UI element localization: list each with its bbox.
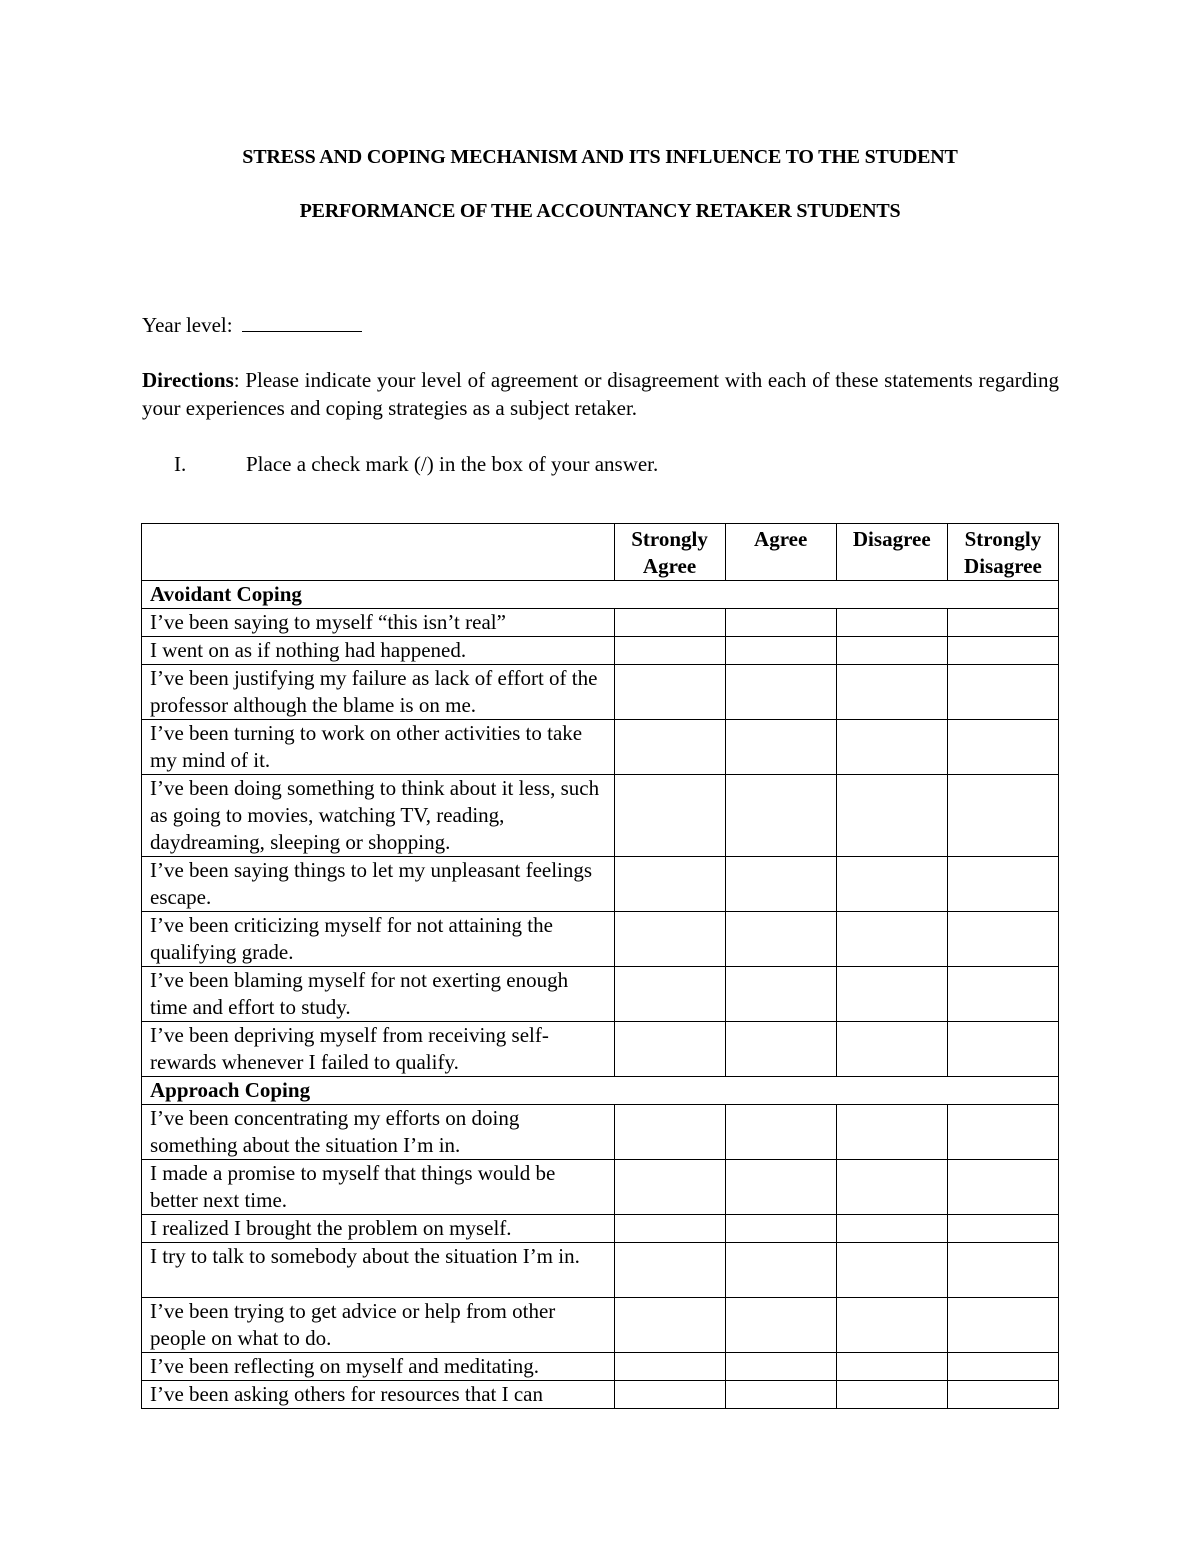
year-level-field	[142, 313, 362, 338]
checkbox-strongly-disagree[interactable]	[947, 1022, 1058, 1077]
header-agree: Agree	[725, 524, 836, 581]
checkbox-disagree[interactable]	[836, 1353, 947, 1381]
table-row	[142, 1298, 1059, 1353]
checkbox-agree[interactable]	[725, 720, 836, 775]
statement-cell: I made a promise to myself that things would be better next time.	[142, 1160, 615, 1215]
checkbox-strongly-agree[interactable]	[614, 637, 725, 665]
year-level-label: Year level:	[142, 313, 233, 337]
checkbox-agree[interactable]	[725, 912, 836, 967]
statement-cell: I try to talk to somebody about the situation I’m in.	[142, 1243, 615, 1298]
statement-cell: I’ve been saying to myself “this isn’t real”	[142, 609, 615, 637]
checkbox-strongly-agree[interactable]	[614, 720, 725, 775]
checkbox-strongly-agree[interactable]	[614, 1160, 725, 1215]
checkbox-disagree[interactable]	[836, 665, 947, 720]
checkbox-strongly-disagree[interactable]	[947, 1105, 1058, 1160]
statement-cell: I’ve been trying to get advice or help from other people on what to do.	[142, 1298, 615, 1353]
checkbox-strongly-agree[interactable]	[614, 665, 725, 720]
statement-cell: I’ve been depriving myself from receiving self-rewards whenever I failed to qualify.	[142, 1022, 615, 1077]
checkbox-strongly-agree[interactable]	[614, 775, 725, 857]
statement-cell: I went on as if nothing had happened.	[142, 637, 615, 665]
header-strongly-agree: Strongly Agree	[614, 524, 725, 581]
table-row	[142, 912, 1059, 967]
statement-cell: I’ve been doing something to think about it less, such as going to movies, watching TV, reading, daydreaming, sleeping or shopping.	[142, 775, 615, 857]
checkbox-strongly-agree[interactable]	[614, 1022, 725, 1077]
checkbox-strongly-agree[interactable]	[614, 1105, 725, 1160]
checkbox-agree[interactable]	[725, 1298, 836, 1353]
checkbox-disagree[interactable]	[836, 1381, 947, 1409]
checkbox-agree[interactable]	[725, 967, 836, 1022]
table-row	[142, 775, 1059, 857]
table-row	[142, 857, 1059, 912]
checkbox-disagree[interactable]	[836, 1105, 947, 1160]
checkbox-strongly-disagree[interactable]	[947, 1353, 1058, 1381]
statement-cell: I’ve been criticizing myself for not attaining the qualifying grade.	[142, 912, 615, 967]
checkbox-agree[interactable]	[725, 1105, 836, 1160]
checkbox-agree[interactable]	[725, 1215, 836, 1243]
table-row	[142, 665, 1059, 720]
checkbox-strongly-disagree[interactable]	[947, 967, 1058, 1022]
checkbox-strongly-agree[interactable]	[614, 857, 725, 912]
checkbox-strongly-disagree[interactable]	[947, 665, 1058, 720]
checkbox-agree[interactable]	[725, 665, 836, 720]
checkbox-strongly-disagree[interactable]	[947, 912, 1058, 967]
checkbox-agree[interactable]	[725, 609, 836, 637]
checkbox-strongly-agree[interactable]	[614, 609, 725, 637]
header-statement	[142, 524, 615, 581]
checkbox-strongly-disagree[interactable]	[947, 609, 1058, 637]
table-row	[142, 1105, 1059, 1160]
statement-cell: I’ve been concentrating my efforts on doing something about the situation I’m in.	[142, 1105, 615, 1160]
checkbox-agree[interactable]	[725, 1353, 836, 1381]
table-row	[142, 1215, 1059, 1243]
statement-cell: I’ve been turning to work on other activities to take my mind of it.	[142, 720, 615, 775]
checkbox-disagree[interactable]	[836, 857, 947, 912]
table-row	[142, 1160, 1059, 1215]
directions-label: Directions	[142, 368, 234, 392]
document-title-line-1: STRESS AND COPING MECHANISM AND ITS INFLUENCE TO THE STUDENT	[242, 146, 958, 168]
survey-table-body	[142, 581, 1059, 1409]
checkbox-strongly-disagree[interactable]	[947, 720, 1058, 775]
statement-cell: I’ve been blaming myself for not exerting enough time and effort to study.	[142, 967, 615, 1022]
checkbox-strongly-disagree[interactable]	[947, 1215, 1058, 1243]
checkbox-disagree[interactable]	[836, 775, 947, 857]
table-row	[142, 1243, 1059, 1298]
directions-paragraph	[142, 366, 1059, 422]
section-row	[142, 581, 1059, 609]
section-title: Approach Coping	[142, 1077, 1059, 1105]
instruction-number: I.	[174, 452, 187, 476]
header-disagree: Disagree	[836, 524, 947, 581]
checkbox-agree[interactable]	[725, 857, 836, 912]
statement-cell: I’ve been saying things to let my unpleasant feelings escape.	[142, 857, 615, 912]
directions-text: : Please indicate your level of agreement or disagreement with each of these statements regarding your experiences and coping strategies as a subject retaker.	[142, 368, 1059, 420]
checkbox-strongly-disagree[interactable]	[947, 1243, 1058, 1298]
checkbox-agree[interactable]	[725, 1381, 836, 1409]
table-row	[142, 1381, 1059, 1409]
checkbox-disagree[interactable]	[836, 1215, 947, 1243]
checkbox-agree[interactable]	[725, 637, 836, 665]
checkbox-agree[interactable]	[725, 1160, 836, 1215]
checkbox-disagree[interactable]	[836, 1022, 947, 1077]
checkbox-agree[interactable]	[725, 1243, 836, 1298]
statement-cell: I’ve been asking others for resources that I can	[142, 1381, 615, 1409]
statement-cell: I’ve been reflecting on myself and meditating.	[142, 1353, 615, 1381]
checkbox-disagree[interactable]	[836, 912, 947, 967]
checkbox-agree[interactable]	[725, 1022, 836, 1077]
table-row	[142, 609, 1059, 637]
checkbox-strongly-agree[interactable]	[614, 1215, 725, 1243]
table-header-row	[142, 524, 1059, 581]
checkbox-strongly-agree[interactable]	[614, 1298, 725, 1353]
checkbox-strongly-disagree[interactable]	[947, 1298, 1058, 1353]
section-title: Avoidant Coping	[142, 581, 1059, 609]
table-row	[142, 967, 1059, 1022]
year-level-blank[interactable]	[242, 315, 362, 332]
checkbox-disagree[interactable]	[836, 1243, 947, 1298]
checkbox-strongly-agree[interactable]	[614, 1243, 725, 1298]
checkbox-disagree[interactable]	[836, 609, 947, 637]
survey-table	[141, 523, 1059, 1409]
instruction-text: Place a check mark (/) in the box of your answer.	[246, 452, 659, 476]
checkbox-disagree[interactable]	[836, 720, 947, 775]
checkbox-disagree[interactable]	[836, 967, 947, 1022]
checkbox-strongly-disagree[interactable]	[947, 775, 1058, 857]
checkbox-disagree[interactable]	[836, 637, 947, 665]
header-strongly-disagree: Strongly Disagree	[947, 524, 1058, 581]
table-row	[142, 720, 1059, 775]
checkbox-strongly-agree[interactable]	[614, 1381, 725, 1409]
checkbox-disagree[interactable]	[836, 1298, 947, 1353]
checkbox-strongly-disagree[interactable]	[947, 1381, 1058, 1409]
checkbox-strongly-agree[interactable]	[614, 912, 725, 967]
table-row	[142, 1022, 1059, 1077]
checkbox-strongly-agree[interactable]	[614, 1353, 725, 1381]
statement-cell: I’ve been justifying my failure as lack of effort of the professor although the blame is on me.	[142, 665, 615, 720]
checkbox-strongly-disagree[interactable]	[947, 1160, 1058, 1215]
document-title-line-2: PERFORMANCE OF THE ACCOUNTANCY RETAKER STUDENTS	[299, 200, 901, 222]
table-row	[142, 1353, 1059, 1381]
table-row	[142, 637, 1059, 665]
checkbox-agree[interactable]	[725, 775, 836, 857]
statement-cell: I realized I brought the problem on myself.	[142, 1215, 615, 1243]
checkbox-strongly-disagree[interactable]	[947, 637, 1058, 665]
checkbox-strongly-disagree[interactable]	[947, 857, 1058, 912]
checkbox-strongly-agree[interactable]	[614, 967, 725, 1022]
section-row	[142, 1077, 1059, 1105]
checkbox-disagree[interactable]	[836, 1160, 947, 1215]
